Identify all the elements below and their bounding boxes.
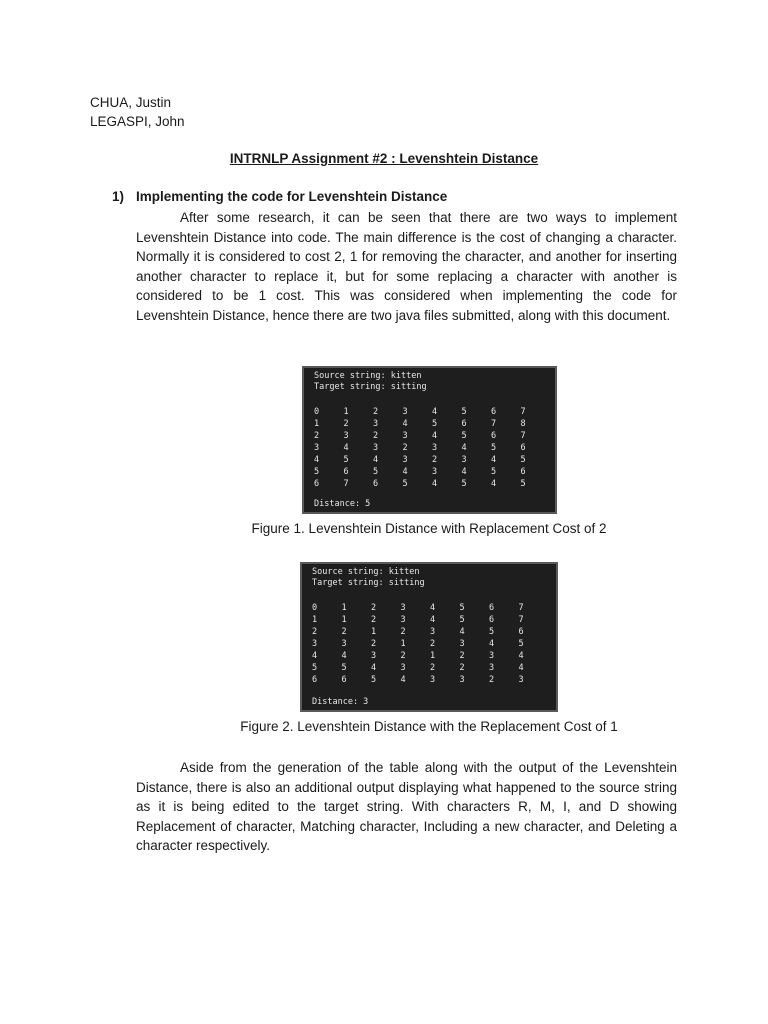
matrix-cell: 8 <box>520 419 526 429</box>
matrix-cell: 5 <box>518 639 524 649</box>
matrix-cell: 3 <box>400 603 406 613</box>
matrix-cell: 4 <box>373 455 379 465</box>
figure-caption: Figure 2. Levenshtein Distance with the Replacement Cost of 1 <box>240 719 618 734</box>
matrix-cell: 2 <box>343 419 349 429</box>
matrix-cell: 4 <box>432 407 438 417</box>
matrix-cell: 3 <box>461 455 467 465</box>
matrix-cell: 2 <box>371 639 377 649</box>
matrix-cell: 4 <box>489 639 495 649</box>
matrix-cell: 4 <box>518 663 524 673</box>
matrix-cell: 4 <box>430 615 436 625</box>
matrix-cell: 5 <box>312 663 318 673</box>
console-output-figure <box>300 562 558 712</box>
matrix-cell: 2 <box>373 431 379 441</box>
matrix-cell: 7 <box>518 603 524 613</box>
matrix-cell: 5 <box>343 455 349 465</box>
matrix-cell: 2 <box>400 651 406 661</box>
matrix-cell: 2 <box>432 455 438 465</box>
matrix-cell: 6 <box>341 675 347 685</box>
matrix-cell: 4 <box>461 467 467 477</box>
body-paragraph <box>136 208 677 325</box>
matrix-cell: 4 <box>432 479 438 489</box>
matrix-cell: 5 <box>520 479 526 489</box>
matrix-cell: 0 <box>312 603 318 613</box>
matrix-row <box>314 406 550 418</box>
matrix-cell: 4 <box>461 443 467 453</box>
matrix-cell: 1 <box>371 627 377 637</box>
matrix-cell: 6 <box>489 615 495 625</box>
matrix-cell: 6 <box>373 479 379 489</box>
matrix-cell: 2 <box>430 639 436 649</box>
matrix-row <box>314 478 550 490</box>
matrix-cell: 5 <box>461 431 467 441</box>
matrix-cell: 6 <box>520 443 526 453</box>
matrix-cell: 2 <box>400 627 406 637</box>
matrix-cell: 1 <box>430 651 436 661</box>
matrix-cell: 4 <box>314 455 320 465</box>
matrix-cell: 3 <box>402 407 408 417</box>
paragraph-text: Aside from the generation of the table along with the output of the Levenshtein Distance, there is also an additional output displaying what happened to the source string as it is being edited to the target string. With characters R, M, I, and D showing Replacement of character, Matching character, Including a new character, and Deleting a character respectively. <box>136 760 677 853</box>
matrix-cell: 5 <box>489 627 495 637</box>
matrix-row <box>314 442 550 454</box>
distance-matrix <box>314 406 550 490</box>
matrix-cell: 4 <box>312 651 318 661</box>
body-paragraph <box>136 758 677 856</box>
matrix-row <box>312 638 548 650</box>
matrix-row <box>312 662 548 674</box>
matrix-cell: 6 <box>520 467 526 477</box>
matrix-cell: 2 <box>312 627 318 637</box>
matrix-cell: 3 <box>402 455 408 465</box>
target-string-line: Target string: sitting <box>314 382 427 392</box>
matrix-cell: 1 <box>343 407 349 417</box>
matrix-cell: 1 <box>341 603 347 613</box>
matrix-cell: 3 <box>489 651 495 661</box>
matrix-cell: 7 <box>491 419 497 429</box>
matrix-cell: 4 <box>491 479 497 489</box>
distance-matrix <box>312 602 548 686</box>
matrix-cell: 3 <box>432 443 438 453</box>
matrix-cell: 2 <box>489 675 495 685</box>
matrix-cell: 7 <box>343 479 349 489</box>
matrix-cell: 3 <box>402 431 408 441</box>
matrix-cell: 3 <box>343 431 349 441</box>
matrix-cell: 3 <box>518 675 524 685</box>
matrix-cell: 3 <box>341 639 347 649</box>
matrix-cell: 5 <box>371 675 377 685</box>
matrix-cell: 0 <box>314 407 320 417</box>
matrix-cell: 5 <box>341 663 347 673</box>
matrix-cell: 2 <box>459 651 465 661</box>
matrix-row <box>312 626 548 638</box>
matrix-cell: 4 <box>459 627 465 637</box>
distance-result: Distance: 3 <box>312 697 369 707</box>
matrix-cell: 3 <box>400 663 406 673</box>
matrix-cell: 3 <box>371 651 377 661</box>
author-list <box>90 93 185 131</box>
matrix-cell: 1 <box>312 615 318 625</box>
document-title: INTRNLP Assignment #2 : Levenshtein Distance <box>229 151 539 166</box>
matrix-cell: 2 <box>314 431 320 441</box>
paragraph-text: After some research, it can be seen that there are two ways to implement Levenshtein Distance into code. The main difference is the cost of changing a character. Normally it is considered to cost 2, 1 for removing the character, and another for inserting another character to replace it, but for some replacing a character with another is considered to be 1 cost. This was considered when implementing the code for Levenshtein Distance, hence there are two java files submitted, along with this document. <box>136 210 677 323</box>
matrix-cell: 5 <box>402 479 408 489</box>
matrix-cell: 2 <box>373 407 379 417</box>
section-number: 1) <box>112 189 125 204</box>
matrix-cell: 6 <box>314 479 320 489</box>
matrix-cell: 5 <box>459 615 465 625</box>
matrix-cell: 7 <box>518 615 524 625</box>
matrix-cell: 1 <box>314 419 320 429</box>
matrix-cell: 6 <box>343 467 349 477</box>
matrix-row <box>312 650 548 662</box>
matrix-cell: 3 <box>312 639 318 649</box>
matrix-row <box>312 674 548 686</box>
matrix-cell: 7 <box>520 407 526 417</box>
matrix-cell: 6 <box>489 603 495 613</box>
matrix-cell: 3 <box>430 675 436 685</box>
matrix-cell: 3 <box>373 419 379 429</box>
matrix-cell: 5 <box>491 443 497 453</box>
matrix-cell: 6 <box>312 675 318 685</box>
matrix-cell: 6 <box>518 627 524 637</box>
matrix-cell: 5 <box>373 467 379 477</box>
matrix-cell: 6 <box>491 407 497 417</box>
matrix-cell: 4 <box>371 663 377 673</box>
matrix-cell: 5 <box>432 419 438 429</box>
matrix-cell: 6 <box>491 431 497 441</box>
matrix-cell: 4 <box>430 603 436 613</box>
matrix-cell: 4 <box>491 455 497 465</box>
matrix-cell: 2 <box>341 627 347 637</box>
matrix-cell: 5 <box>461 407 467 417</box>
author-name: LEGASPI, John <box>90 114 185 129</box>
matrix-cell: 3 <box>432 467 438 477</box>
matrix-cell: 3 <box>459 675 465 685</box>
matrix-cell: 1 <box>400 639 406 649</box>
matrix-cell: 5 <box>461 479 467 489</box>
target-string-line: Target string: sitting <box>312 578 425 588</box>
matrix-cell: 3 <box>314 443 320 453</box>
matrix-cell: 4 <box>402 419 408 429</box>
matrix-row <box>312 602 548 614</box>
matrix-row <box>312 614 548 626</box>
matrix-cell: 2 <box>371 615 377 625</box>
matrix-cell: 6 <box>461 419 467 429</box>
matrix-cell: 4 <box>402 467 408 477</box>
matrix-cell: 3 <box>459 639 465 649</box>
matrix-cell: 7 <box>520 431 526 441</box>
matrix-cell: 4 <box>343 443 349 453</box>
matrix-cell: 5 <box>314 467 320 477</box>
matrix-cell: 3 <box>400 615 406 625</box>
matrix-cell: 4 <box>341 651 347 661</box>
matrix-cell: 4 <box>400 675 406 685</box>
source-string-line: Source string: kitten <box>314 371 422 381</box>
matrix-cell: 3 <box>489 663 495 673</box>
matrix-cell: 2 <box>459 663 465 673</box>
matrix-cell: 5 <box>491 467 497 477</box>
matrix-cell: 3 <box>373 443 379 453</box>
matrix-row <box>314 418 550 430</box>
distance-result: Distance: 5 <box>314 499 371 509</box>
matrix-row <box>314 466 550 478</box>
source-string-line: Source string: kitten <box>312 567 420 577</box>
figure-caption: Figure 1. Levenshtein Distance with Replacement Cost of 2 <box>251 521 607 536</box>
matrix-cell: 2 <box>371 603 377 613</box>
matrix-cell: 5 <box>459 603 465 613</box>
section-heading: Implementing the code for Levenshtein Distance <box>136 189 448 204</box>
matrix-row <box>314 430 550 442</box>
matrix-cell: 3 <box>430 627 436 637</box>
matrix-cell: 4 <box>432 431 438 441</box>
matrix-cell: 4 <box>518 651 524 661</box>
matrix-cell: 5 <box>520 455 526 465</box>
matrix-cell: 2 <box>430 663 436 673</box>
console-output-figure <box>302 366 557 514</box>
matrix-cell: 2 <box>402 443 408 453</box>
author-name: CHUA, Justin <box>90 95 172 110</box>
matrix-row <box>314 454 550 466</box>
matrix-cell: 1 <box>341 615 347 625</box>
